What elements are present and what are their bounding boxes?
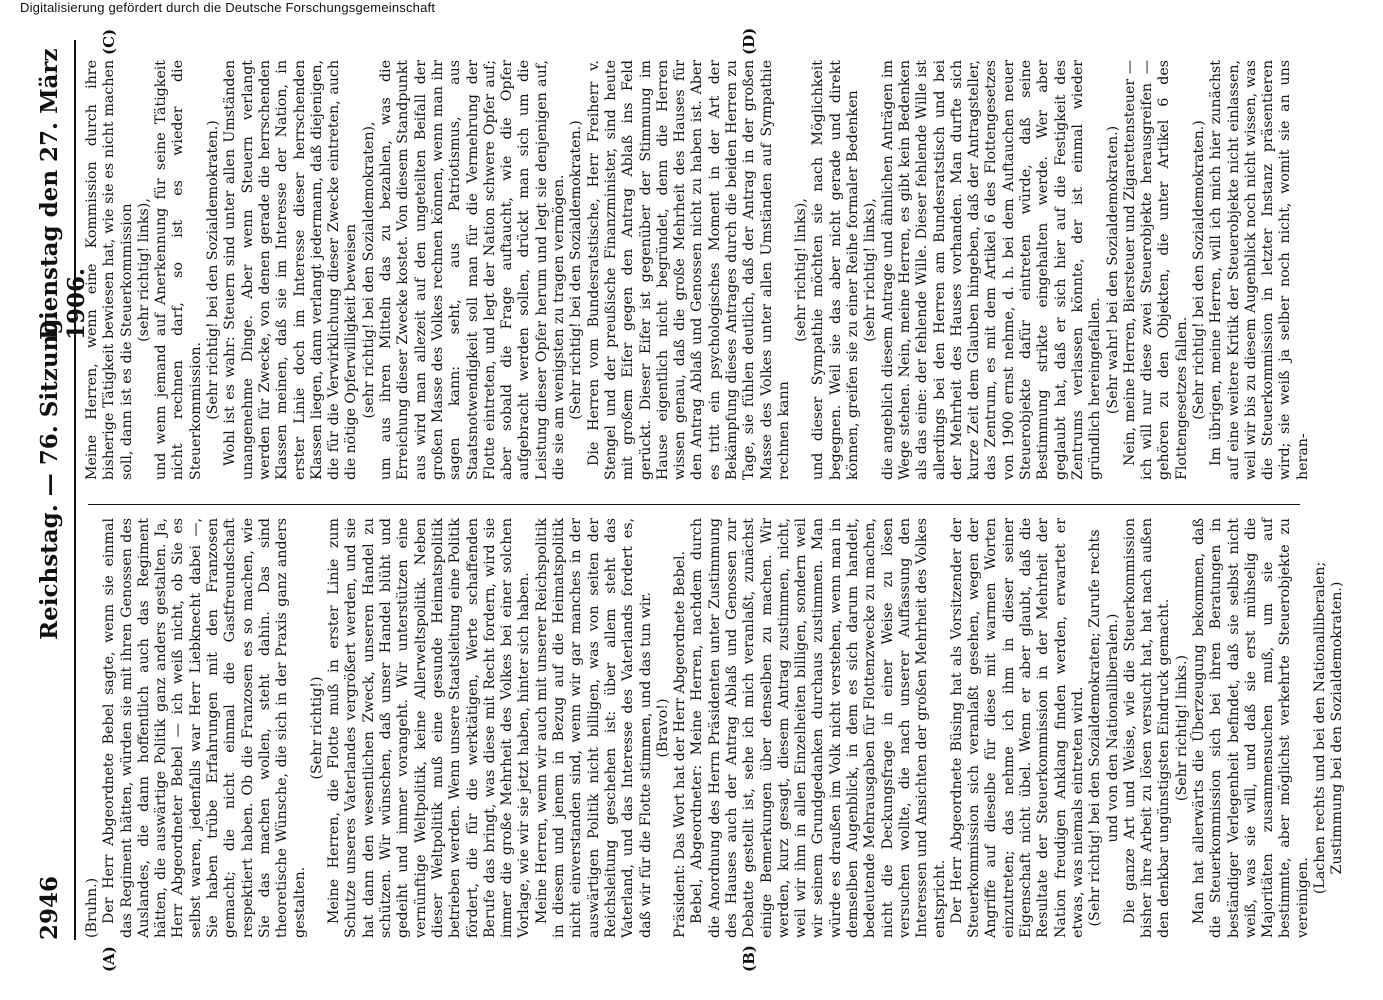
margin-marker-a: (A) bbox=[100, 946, 118, 972]
page-number: 2946 bbox=[36, 875, 63, 940]
paragraph: (Sehr richtig!) bbox=[308, 676, 325, 780]
column-divider bbox=[88, 504, 1300, 505]
right-column bbox=[84, 60, 1312, 480]
paragraph: Man hat allerwärts die Überzeugung bekommen, daß die Steuerkommission sich bei ihren Beratungen in beständiger Verlegenheit befindet, daß sie selbst nicht weiß, was sie will, und daß sie erst mühselig die Majoritäten zusammensuchen muß, um sie auf bestimmte, aber möglichst verkehrte Steuerobjekte zu vereinigen. bbox=[1191, 518, 1311, 938]
session-date: Dienstag den 27. März 1906. bbox=[36, 48, 90, 340]
paragraph: Der Herr Abgeordnete Bebel sagte, wenn sie einmal das Regiment hätten, würden sie mit ihren Genossen des Auslandes, die dann hoffentlich auch das Regiment hätten, die auswärtige Politik ganz anders gestalten. Ja, Herr Abgeordneter Bebel — ich weiß nicht, ob Sie es selbst waren, jedenfalls war Herr Liebknecht dabei —, Sie haben trübe Erfahrungen mit den Franzosen gemacht; die nicht einmal die Gastfreundschaft respektiert haben. Ob die Franzosen es so machen, wie Sie das machen wollen, steht dahin. Das sind theoretische Wünsche, die sich in der Praxis ganz anders gestalten. bbox=[101, 518, 308, 938]
paragraph: und wenn jemand auf Anerkennung für seine Tätigkeit nicht rechnen darf, so ist es wieder die Steuerkommission. bbox=[153, 60, 204, 480]
paragraph: (Sehr richtig! bei den Sozialdemokraten.) bbox=[1191, 120, 1207, 420]
paragraph: (Bruhn.) bbox=[84, 877, 100, 938]
paragraph: (Sehr wahr! bei den Sozialdemokraten.) bbox=[1104, 125, 1121, 415]
paragraph: und dieser Sympathie möchten sie nach Möglichkeit begegnen. Weil sie das aber nicht gerade und direkt können, greifen sie zu einer Reihe formaler Bedenken bbox=[810, 60, 862, 480]
paragraph: Meine Herren, wenn eine Kommission durch ihre bisherige Tätigkeit bewiesen hat, wie sie es nicht machen soll, dann ist es die Steuerkommission bbox=[84, 60, 135, 480]
paragraph: Die ganze Art und Weise, wie die Steuerkommission bisher ihre Arbeit zu lösen versucht hat, hat nach außen den denkbar ungünstigsten Eindruck gemacht. bbox=[1121, 518, 1173, 938]
paragraph: (Sehr richtig! links.) bbox=[1173, 654, 1190, 802]
scanned-page: 2946 Reichstag. — 76. Sitzung. Dienstag den 27. März 1906. (A) (B) (C) (D) (Bruhn.) Der Herr Abgeordnete Bebel sagte, wenn sie einmal das Regiment hätten, würden sie mit ihren Genossen des Auslandes, die dann hoffentlich auch das Regiment hätten, die auswärtige Politik ganz anders gestalten. Ja, Herr Abgeordneter Bebel — ich weiß nicht, ob Sie es selbst waren, jedenfalls war Herr Liebknecht dabei —, Sie haben trübe Erfahrungen mit den Franzosen gemacht; die nicht einmal die Gastfreundschaft respektiert haben. Ob die Franzosen es so machen, wie Sie das machen wollen, steht dahin. Das sind theoretische Wünsche, die sich in der Praxis ganz anders gestalten. (Sehr richtig!) Meine Herren, die Flotte muß in erster Linie zum Schutze unseres Vaterlandes vergrößert werden, und sie hat dann den wesentlichen Zweck, unseren Handel zu schützen. Wir wünschen, daß unser Handel blüht und gedeiht und immer vorangeht. Wir unterstützen eine vernünftige Weltpolitik, keine Allerweltspolitik. Neben dieser Weltpolitik muß eine gesunde Heimatspolitik betrieben werden. Wenn unsere Staatsleitung eine Politik fördert, die für die werktätigen, Werte schaffenden Berufe das bringt, was diese mit Recht fordern, wird sie immer die große Mehrheit des Volkes bei einer solchen Vorlage, wie wir sie jetzt haben, hinter sich haben. Meine Herren, wenn wir auch mit unserer Reichspolitik in diesem und jenem in Bezug auf die Heimatspolitik nicht einverstanden sind, wenn wir gar manches in der auswärtigen Politik nicht billigen, was von seiten der Reichsleitung geschehen ist: über allem steht das Vaterland, und das Interesse des Vaterlands fordert es, daß wir für die Flotte stimmen, und das tun wir. (Bravo!) Präsident: Das Wort hat der Herr Abgeordnete Bebel. Bebel, Abgeordneter: Meine Herren, nachdem durch die Anordnung des Herrn Präsidenten unter Zustimmung des Hauses auch der Antrag Ablaß und Genossen zur Debatte gestellt ist, sehe ich mich veranlaßt, zunächst einige Bemerkungen über denselben zu machen. Wir werden, kurz gesagt, diesem Antrag zustimmen, nicht, weil wir ihm in allen Einzelheiten billigen, sondern weil wir seinem Grundgedanken durchaus zustimmen. Man würde es draußen im Volk nicht verstehen, wenn man in demselben Augenblick, in dem es sich darum handelt, bedeutende Mehrausgaben für Flottenzwecke zu machen, nicht die Deckungsfrage in einer Weise zu lösen versuchen wollte, die nach unserer Auffassung den Interessen und Ansichten der großen Mehrheit des Volkes entspricht. Der Herr Abgeordnete Büsing hat als Vorsitzender der Steuerkommission sich veranlaßt gesehen, wegen der Angriffe auf dieselbe für diese mit warmen Worten einzutreten; das nehme ich ihm in dieser seiner Eigenschaft nicht übel. Wenn er aber glaubt, daß die Resultate der Steuerkommission in der Mehrheit der Nation freudigen Anklang finden werden, erwartet er etwas, was niemals eintreten wird. (Sehr richtig! bei den Sozialdemokraten; Zurufe rechts und von den Nationalliberalen.) Die ganze Art und Weise, wie die Steuerkommission bisher ihre Arbeit zu lösen versucht hat, hat nach außen den denkbar ungünstigsten Eindruck gemacht. (Sehr richtig! links.) Man hat allerwärts die Überzeugung bekommen, daß die Steuerkommission sich bei ihren Beratungen in beständiger Verlegenheit befindet, daß sie selbst nicht weiß, was sie will, und daß sie erst mühselig die Majoritäten zusammensuchen muß, um sie auf bestimmte, aber möglichst verkehrte Steuerobjekte zu vereinigen. (Lachen rechts und bei den Nationalliberalen; Zustimmung bei den Sozialdemokraten.) Meine Herren, wenn eine Kommission durch ihre bisherige Tätigkeit bewiesen hat, wie sie es nicht machen soll, dann ist es die Steuerkommission (sehr richtig! links), und wenn jemand auf Anerkennung für seine Tätigkeit nicht rechnen darf, so ist es wieder die Steuerkommission. (Sehr richtig! bei den Sozialdemokraten.) Wohl ist es wahr: Steuern sind unter allen Umständen unangenehme Dinge. Aber wenn Steuern verlangt werden für Zwecke, von denen gerade die herrschenden Klassen meinen, daß sie im Interesse der Nation, in erster Linie doch im Interesse dieser herrschenden Klassen liegen, dann verlangt jedermann, daß diejenigen, die für die Verwirklichung dieser Zwecke eintreten, auch die nötige Opferwilligkeit beweisen (sehr richtig! bei den Sozialdemokraten), um aus ihren Mitteln das zu bezahlen, was die Erreichung dieser Zwecke kostet. Von diesem Standpunkt aus wird man allezeit auf den ungeteilten Beifall der großen Masse des Volkes rechnen können, wenn man ihr sagen kann: seht, aus Patriotismus, aus Staatsnotwendigkeit soll man für die Vermehrung der Flotte eintreten, und legt der Nation schwere Opfer auf; aber sobald die Frage auftaucht, wie die Opfer aufgebracht werden sollen, drückt man sich um die Leistung dieser Opfer herum und legt sie denjenigen auf, die sie am wenigsten zu tragen vermögen. (Sehr richtig! bei den Sozialdemokraten.) Die Herren vom Bundesratstische, Herr Freiherr v. Stengel und der preußische Finanzminister, sind heute mit großem Eifer gegen den Antrag Ablaß ins Feld gerückt. Dieser Eifer ist gegenüber der Stimmung im Hause eigentlich nicht begründet, denn die Herren wissen genau, daß die große Mehrheit des Hauses für den Antrag Ablaß und Genossen nicht zu haben ist. Aber es tritt ein psychologisches Moment in der Art der Bekämpfung dieses Antrages durch die beiden Herren zu Tage, sie fühlen deutlich, daß der Antrag in der großen Masse des Volkes unter allen Umständen auf Sympathie rechnen kann (sehr richtig! links), und dieser Sympathie möchten sie nach Möglichkeit begegnen. Weil sie das aber nicht gerade und direkt können, greifen sie zu einer Reihe formaler Bedenken (sehr richtig! links), die angeblich diesem Antrage und ähnlichen Anträgen im Wege stehen. Nein, meine Herren, es gibt kein Bedenken als das eine: der fehlende Wille. Dieser fehlende Wille ist allerdings bei den Herren am Bundesratstisch und bei der Mehrheit des Hauses vorhanden. Man durfte sich kurze Zeit dem Glauben hingeben, daß der Antragsteller, das Zentrum, es mit dem Artikel 6 des Flottengesetzes von 1900 ernst nehme, d. h. bei dem Auftauchen neuer Steuerobjekte dafür eintreten würde, daß seine Bestimmung strikte eingehalten werde. Wer aber geglaubt hat, daß er sich hier auf die Festigkeit des Zentrums verlassen könnte, der ist einmal wieder gründlich hereingefallen. (Sehr wahr! bei den Sozialdemokraten.) Nein, meine Herren, Biersteuer und Zigarettensteuer — ich will nur diese zwei Steuerobjekte herausgreifen — gehören zu den Objekten, die unter Artikel 6 des Flottengesetzes fallen. (Sehr richtig! bei den Sozialdemokraten.) Im übrigen, meine Herren, will ich mich hier zunächst auf eine weitere Kritik der Steuerobjekte nicht einlassen, weil wir bis zu diesem Augenblick noch nicht wissen, was die Steuerkommission in letzter Instanz präsentieren wird; sie weiß ja selber noch nicht, womit sie an uns heran- Digitalisierung gefördert durch die Deutsche Forschungsgemeinschaft bbox=[20, 0, 1346, 972]
paragraph: Präsident: Das Wort hat der Herr Abgeordnete Bebel. bbox=[672, 550, 689, 938]
paragraph: (sehr richtig! links), bbox=[793, 198, 810, 342]
margin-marker-d: (D) bbox=[740, 27, 758, 55]
paragraph: Der Herr Abgeordnete Büsing hat als Vorsitzender der Steuerkommission sich veranlaßt gesehen, wegen der Angriffe auf dieselbe für diese mit warmen Worten einzutreten; das nehme ich ihm in dieser seiner Eigenschaft nicht übel. Wenn er aber glaubt, daß die Resultate der Steuerkommission in der Mehrheit der Nation freudigen Anklang finden werden, erwartet er etwas, was niemals eintreten wird. bbox=[948, 518, 1086, 938]
paragraph: Meine Herren, wenn wir auch mit unserer Reichspolitik in diesem und jenem in Bezug auf die Heimatspolitik nicht einverstanden sind, wenn wir gar manches in der auswärtigen Politik nicht billigen, was von seiten der Reichsleitung geschehen ist: über allem steht das Vaterland, und das Interesse des Vaterlands fordert es, daß wir für die Flotte stimmen, und das tun wir. bbox=[533, 518, 654, 938]
left-column bbox=[84, 518, 1347, 938]
paragraph: Nein, meine Herren, Biersteuer und Zigarettensteuer — ich will nur diese zwei Steuerobjekte herausgreifen — gehören zu den Objekten, die unter Artikel 6 des Flottengesetzes fallen. bbox=[1121, 60, 1190, 480]
page-header bbox=[34, 40, 90, 940]
paragraph: die angeblich diesem Antrage und ähnlichen Anträgen im Wege stehen. Nein, meine Herren, es gibt kein Bedenken als das eine: der fehlende Wille. Dieser fehlende Wille ist allerdings bei den Herren am Bundesratstisch und bei der Mehrheit des Hauses vorhanden. Man durfte sich kurze Zeit dem Glauben hingeben, daß der Antragsteller, das Zentrum, es mit dem Artikel 6 des Flottengesetzes von 1900 ernst nehme, d. h. bei dem Auftauchen neuer Steuerobjekte dafür eintreten würde, daß seine Bestimmung strikte eingehalten werde. Wer aber geglaubt hat, daß er sich hier auf die Festigkeit des Zentrums verlassen könnte, der ist einmal wieder gründlich hereingefallen. bbox=[879, 60, 1104, 480]
paragraph: um aus ihren Mitteln das zu bezahlen, was die Erreichung dieser Zwecke kostet. Von diesem Standpunkt aus wird man allezeit auf den ungeteilten Beifall der großen Masse des Volkes rechnen können, wenn man ihr sagen kann: seht, aus Patriotismus, aus Staatsnotwendigkeit soll man für die Vermehrung der Flotte eintreten, und legt der Nation schwere Opfer auf; aber sobald die Frage auftaucht, wie die Opfer aufgebracht werden sollen, drückt man sich um die Leistung dieser Opfer herum und legt sie denjenigen auf, die sie am wenigsten zu tragen vermögen. bbox=[378, 60, 568, 480]
paragraph: Meine Herren, die Flotte muß in erster Linie zum Schutze unseres Vaterlandes vergrößert werden, und sie hat dann den wesentlichen Zweck, unseren Handel zu schützen. Wir wünschen, daß unser Handel blüht und gedeiht und immer vorangeht. Wir unterstützen eine vernünftige Weltpolitik, keine Allerweltspolitik. Neben dieser Weltpolitik muß eine gesunde Heimatspolitik betrieben werden. Wenn unsere Staatsleitung eine Politik fördert, die für die werktätigen, Werte schaffenden Berufe das bringt, was diese mit Recht fordern, wird sie immer die große Mehrheit des Volkes bei einer solchen Vorlage, wie wir sie jetzt haben, hinter sich haben. bbox=[326, 518, 533, 938]
paragraph: Die Herren vom Bundesratstische, Herr Freiherr v. Stengel und der preußische Finanzminister, sind heute mit großem Eifer gegen den Antrag Ablaß ins Feld gerückt. Dieser Eifer ist gegenüber der Stimmung im Hause eigentlich nicht begründet, denn die Herren wissen genau, daß die große Mehrheit des Hauses für den Antrag Ablaß und Genossen nicht zu haben ist. Aber es tritt ein psychologisches Moment in der Art der Bekämpfung dieses Antrages durch die beiden Herren zu Tage, sie fühlen deutlich, daß der Antrag in der großen Masse des Volkes unter allen Umständen auf Sympathie rechnen kann bbox=[585, 60, 792, 480]
margin-marker-b: (B) bbox=[740, 945, 758, 972]
paragraph: (Sehr richtig! bei den Sozialdemokraten.) bbox=[205, 120, 222, 420]
paragraph: Wohl ist es wahr: Steuern sind unter allen Umständen unangenehme Dinge. Aber wenn Steuern verlangt werden für Zwecke, von denen gerade die herrschenden Klassen meinen, daß sie im Interesse der Nation, in erster Linie doch im Interesse dieser herrschenden Klassen liegen, dann verlangt jedermann, daß diejenigen, die für die Verwirklichung dieser Zwecke eintreten, auch die nötige Opferwilligkeit beweisen bbox=[222, 60, 360, 480]
paragraph: (Bravo!) bbox=[654, 698, 671, 758]
margin-marker-c: (C) bbox=[100, 28, 118, 55]
paragraph: Bebel, Abgeordneter: Meine Herren, nachdem durch die Anordnung des Herrn Präsidenten unter Zustimmung des Hauses auch der Antrag Ablaß und Genossen zur Debatte gestellt ist, sehe ich mich veranlaßt, zunächst einige Bemerkungen über denselben zu machen. Wir werden, kurz gesagt, diesem Antrag zustimmen, nicht, weil wir ihm in allen Einzelheiten billigen, sondern weil wir seinem Grundgedanken durchaus zustimmen. Man würde es draußen im Volk nicht verstehen, wenn man in demselben Augenblick, in dem es sich darum handelt, bedeutende Mehrausgaben für Flottenzwecke zu machen, nicht die Deckungsfrage in einer Weise zu lösen versuchen wollte, die nach unserer Auffassung den Interessen und Ansichten der großen Mehrheit des Volkes entspricht. bbox=[689, 518, 948, 938]
session-title: Reichstag. — 76. Sitzung. bbox=[36, 310, 63, 640]
paragraph: Im übrigen, meine Herren, will ich mich hier zunächst auf eine weitere Kritik der Steuerobjekte nicht einlassen, weil wir bis zu diesem Augenblick noch nicht wissen, was die Steuerkommission in letzter Instanz präsentieren wird; sie weiß ja selber noch nicht, womit sie an uns heran- bbox=[1208, 60, 1311, 480]
paragraph: (sehr richtig! links), bbox=[862, 198, 879, 342]
paragraph: (Lachen rechts und bei den Nationalliberalen; Zustimmung bei den Sozialdemokraten.) bbox=[1312, 561, 1346, 895]
paragraph: (sehr richtig! links), bbox=[135, 198, 152, 342]
paragraph: (Sehr richtig! bei den Sozialdemokraten.) bbox=[568, 120, 585, 420]
paragraph: (sehr richtig! bei den Sozialdemokraten), bbox=[360, 121, 377, 419]
paragraph: (Sehr richtig! bei den Sozialdemokraten; Zurufe rechts und von den Nationalliberalen.) bbox=[1087, 529, 1121, 927]
